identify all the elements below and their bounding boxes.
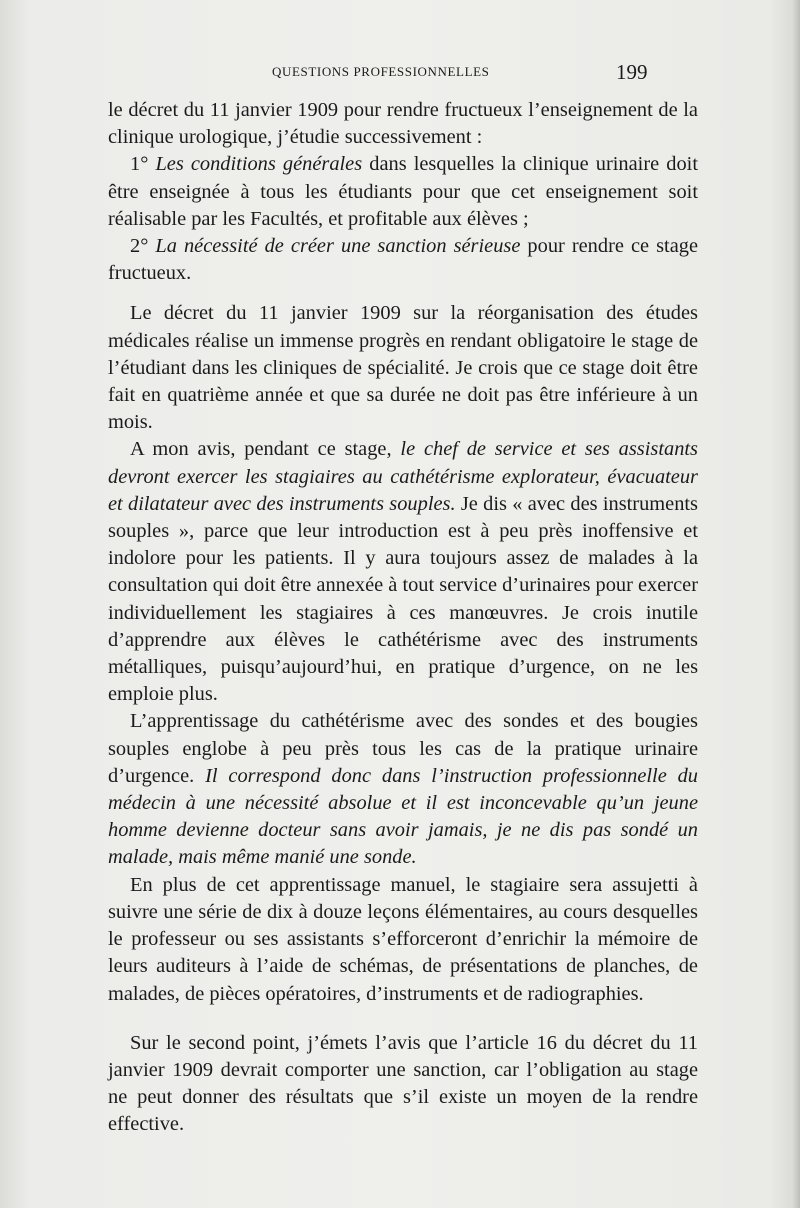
page-number: 199 bbox=[616, 60, 648, 84]
body-text bbox=[108, 97, 698, 1139]
running-head: QUESTIONS PROFESSIONNELLES bbox=[272, 64, 490, 79]
paragraph-apprentissage bbox=[108, 708, 698, 871]
paragraph-point-2 bbox=[108, 233, 698, 287]
point-2-text: pour rendre ce stage fructueux. bbox=[108, 235, 698, 285]
page-edge-shadow bbox=[792, 0, 800, 1208]
apprentissage-italic: Il correspond donc dans l’instruction professionnelle du médecin à une nécessité absolue et il est inconcevable qu’un jeune homme devienne docteur sans avoir jamais, je ne dis pas sondé un malade, mais même manié une sonde. bbox=[108, 764, 699, 869]
page-header bbox=[108, 62, 708, 86]
paragraph-point-1 bbox=[108, 151, 698, 233]
paragraph-lecons: En plus de cet apprentissage manuel, le stagiaire sera assujetti à suivre une série de dix à douze leçons élémentaires, au cours desquelles le professeur ou ses assistants s’efforceront d’enrichir la mémoire de leurs auditeurs à l’aide de schémas, de présentations de planches, de malades, de pièces opératoires, d’instruments et de radiographies. bbox=[108, 873, 698, 1005]
avis-text: Je dis « avec des instruments souples », parce que leur introduction est à peu près inoffensive et indolore pour les patients. Il y aura toujours assez de malades à la consultation qui doit être annexée à tout service d’urinaires pour exercer individuellement les stagiaires à ces manœuvres. Je crois inutile d’apprendre aux élèves le cathétérisme avec des instruments métalliques, puisqu’aujourd’hui, en pratique d’urgence, on ne les emploie plus. bbox=[108, 492, 698, 706]
apprentissage-text: L’apprentissage du cathétérisme avec des sondes et des bougies souples englobe à peu près tous les cas de la pratique urinaire d’urgence. bbox=[108, 710, 698, 787]
point-1-italic: Les conditions générales bbox=[155, 153, 363, 176]
point-1-text: dans lesquelles la clinique urinaire doit être enseignée à tous les étudiants pour que cet enseignement soit réalisable par les Facultés, et profitable aux élèves ; bbox=[108, 153, 698, 230]
paragraph-avis bbox=[108, 436, 698, 708]
paragraph-second-point: Sur le second point, j’émets l’avis que l’article 16 du décret du 11 janvier 1909 devrait comporter une sanction, car l’obligation au stage ne peut donner des résultats que s’il existe un moyen de la rendre effective. bbox=[108, 1031, 698, 1136]
point-2-italic: La nécessité de créer une sanction sérieuse bbox=[155, 235, 521, 258]
avis-italic: le chef de service et ses assistants devront exercer les stagiaires au cathétérisme explorateur, évacuateur et dilatateur avec des instruments souples. bbox=[108, 438, 698, 515]
point-1-marker: 1° bbox=[130, 153, 156, 176]
point-2-marker: 2° bbox=[130, 235, 156, 258]
paragraph-decret: Le décret du 11 janvier 1909 sur la réorganisation des études médicales réalise un immense progrès en rendant obligatoire le stage de l’étudiant dans les cliniques de spécialité. Je crois que ce stage doit être fait en quatrième année et que sa durée ne doit pas être inférieure à un mois. bbox=[108, 302, 698, 434]
avis-intro: A mon avis, pendant ce stage, bbox=[130, 438, 401, 461]
paragraph-continuation: le décret du 11 janvier 1909 pour rendre fructueux l’enseignement de la clinique urologique, j’étudie successivement : bbox=[108, 99, 698, 149]
